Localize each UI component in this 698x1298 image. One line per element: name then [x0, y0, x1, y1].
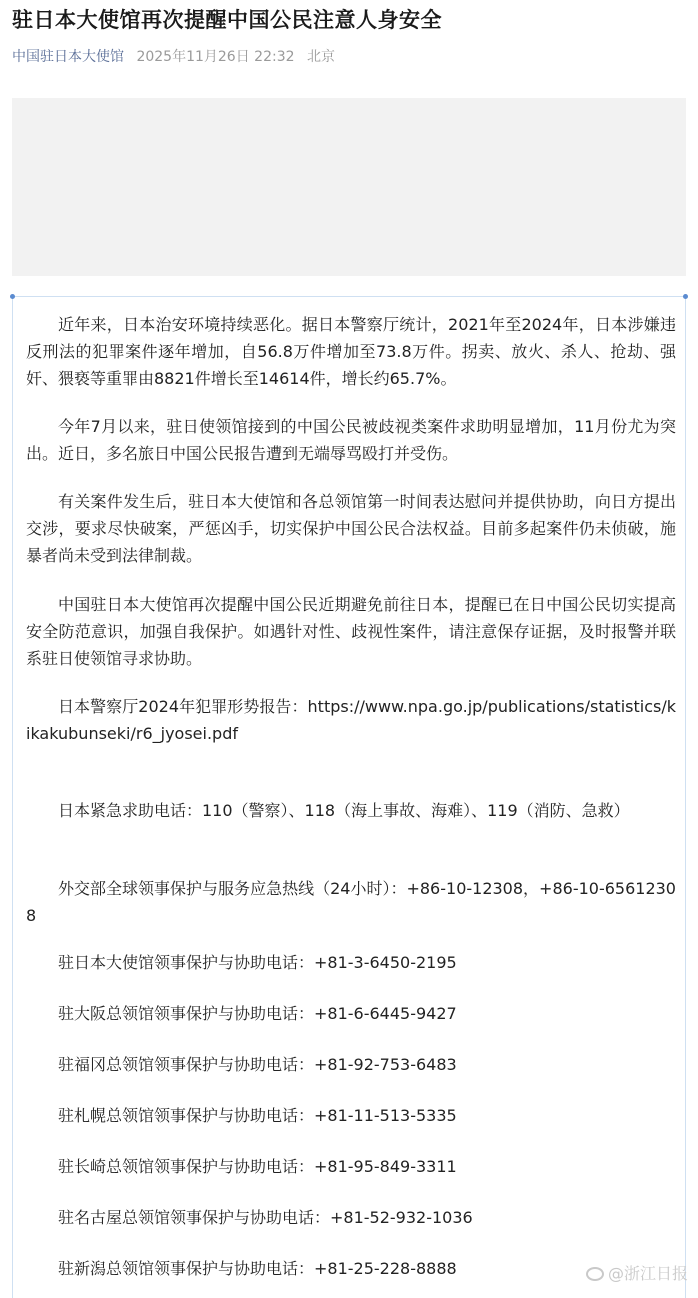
article-datetime: 2025年11月26日 22:32	[136, 49, 295, 65]
article-title: 驻日本大使馆再次提醒中国公民注意人身安全	[12, 8, 442, 32]
corner-dot-icon	[683, 294, 688, 299]
article-location: 北京	[306, 49, 335, 65]
article-body	[12, 296, 686, 1298]
article-meta	[12, 46, 343, 66]
paragraph-hotline: 外交部全球领事保护与服务应急热线（24小时）：+86-10-12308，+86-10-65612308	[26, 879, 676, 925]
paragraph-report-link[interactable]: 日本警察厅2024年犯罪形势报告：https://www.npa.go.jp/publications/statistics/kikakubunseki/r6_jyosei.pdf	[26, 697, 676, 743]
contact-fukuoka: 驻福冈总领馆领事保护与协助电话：+81-92-753-6483	[58, 1055, 457, 1074]
contact-osaka: 驻大阪总领馆领事保护与协助电话：+81-6-6445-9427	[58, 1004, 457, 1023]
paragraph-reminder: 中国驻日本大使馆再次提醒中国公民近期避免前往日本，提醒已在日中国公民切实提高安全防范意识，加强自我保护。如遇针对性、歧视性案件，请注意保存证据，及时报警并联系驻日使领馆寻求协助。	[26, 595, 676, 668]
watermark	[586, 1261, 688, 1284]
contact-niigata: 驻新潟总领馆领事保护与协助电话：+81-25-228-8888	[58, 1259, 457, 1278]
paragraph-cases: 今年7月以来，驻日使领馆接到的中国公民被歧视类案件求助明显增加，11月份尤为突出。近日，多名旅日中国公民报告遭到无端辱骂殴打并受伤。	[26, 417, 676, 463]
corner-dot-icon	[10, 294, 15, 299]
article-source-link[interactable]: 中国驻日本大使馆	[12, 49, 124, 65]
paragraph-emergency: 日本紧急求助电话：110（警察）、118（海上事故、海难）、119（消防、急救）	[58, 801, 630, 820]
paragraph-intro: 近年来，日本治安环境持续恶化。据日本警察厅统计，2021年至2024年，日本涉嫌违反刑法的犯罪案件逐年增加，自56.8万件增加至73.8万件。拐卖、放火、杀人、抢劫、强奸、猥亵等重罪由8821件增长至14614件，增长约65.7%。	[26, 315, 676, 388]
watermark-text: @浙江日报	[607, 1264, 688, 1283]
contact-embassy: 驻日本大使馆领事保护与协助电话：+81-3-6450-2195	[58, 953, 457, 972]
image-placeholder	[12, 98, 686, 276]
paragraph-response: 有关案件发生后，驻日本大使馆和各总领馆第一时间表达慰问并提供协助，向日方提出交涉，要求尽快破案，严惩凶手，切实保护中国公民合法权益。目前多起案件仍未侦破，施暴者尚未受到法律制裁。	[26, 492, 676, 565]
contact-nagoya: 驻名古屋总领馆领事保护与协助电话：+81-52-932-1036	[58, 1208, 473, 1227]
weibo-logo-icon	[586, 1267, 604, 1281]
contact-sapporo: 驻札幌总领馆领事保护与协助电话：+81-11-513-5335	[58, 1106, 457, 1125]
contact-nagasaki: 驻长崎总领馆领事保护与协助电话：+81-95-849-3311	[58, 1157, 457, 1176]
